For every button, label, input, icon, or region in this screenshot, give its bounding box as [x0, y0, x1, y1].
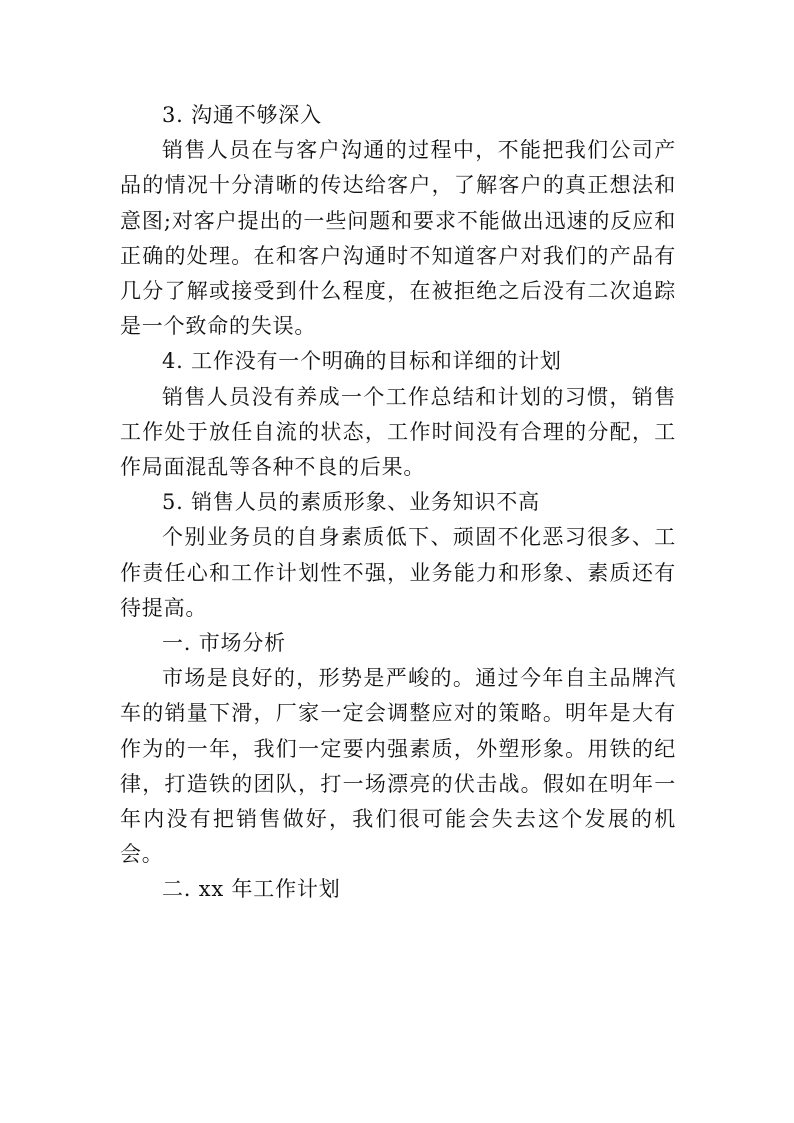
section-body-staff-quality: 个别业务员的自身素质低下、顽固不化恶习很多、工作责任心和工作计划性不强，业务能力和形象、素质还有待提高。 [120, 525, 676, 620]
section-heading-communication: 3. 沟通不够深入 [162, 103, 322, 127]
section-heading-goals-plan: 4. 工作没有一个明确的目标和详细的计划 [162, 349, 562, 374]
section-heading-market-analysis: 一. 市场分析 [162, 631, 286, 656]
section-heading-staff-quality: 5. 销售人员的素质形象、业务知识不高 [162, 490, 540, 515]
document-body [120, 98, 676, 908]
section-heading-work-plan: 二. xx 年工作计划 [162, 877, 341, 902]
section-body-goals-plan: 销售人员没有养成一个工作总结和计划的习惯，销售工作处于放任自流的状态，工作时间没有合理的分配，工作局面混乱等各种不良的后果。 [120, 384, 676, 480]
section-body-communication: 销售人员在与客户沟通的过程中，不能把我们公司产品的情况十分清晰的传达给客户，了解客户的真正想法和意图;对客户提出的一些问题和要求不能做出迅速的反应和正确的处理。在和客户沟通时不知道客户对我们的产品有几分了解或接受到什么程度，在被拒绝之后没有二次追踪是一个致命的失误。 [120, 138, 676, 339]
section-body-market-analysis: 市场是良好的，形势是严峻的。通过今年自主品牌汽车的销量下滑，厂家一定会调整应对的策略。明年是大有作为的一年，我们一定要内强素质，外塑形象。用铁的纪律，打造铁的团队，打一场漂亮的伏击战。假如在明年一年内没有把销售做好，我们很可能会失去这个发展的机会。 [120, 666, 676, 867]
